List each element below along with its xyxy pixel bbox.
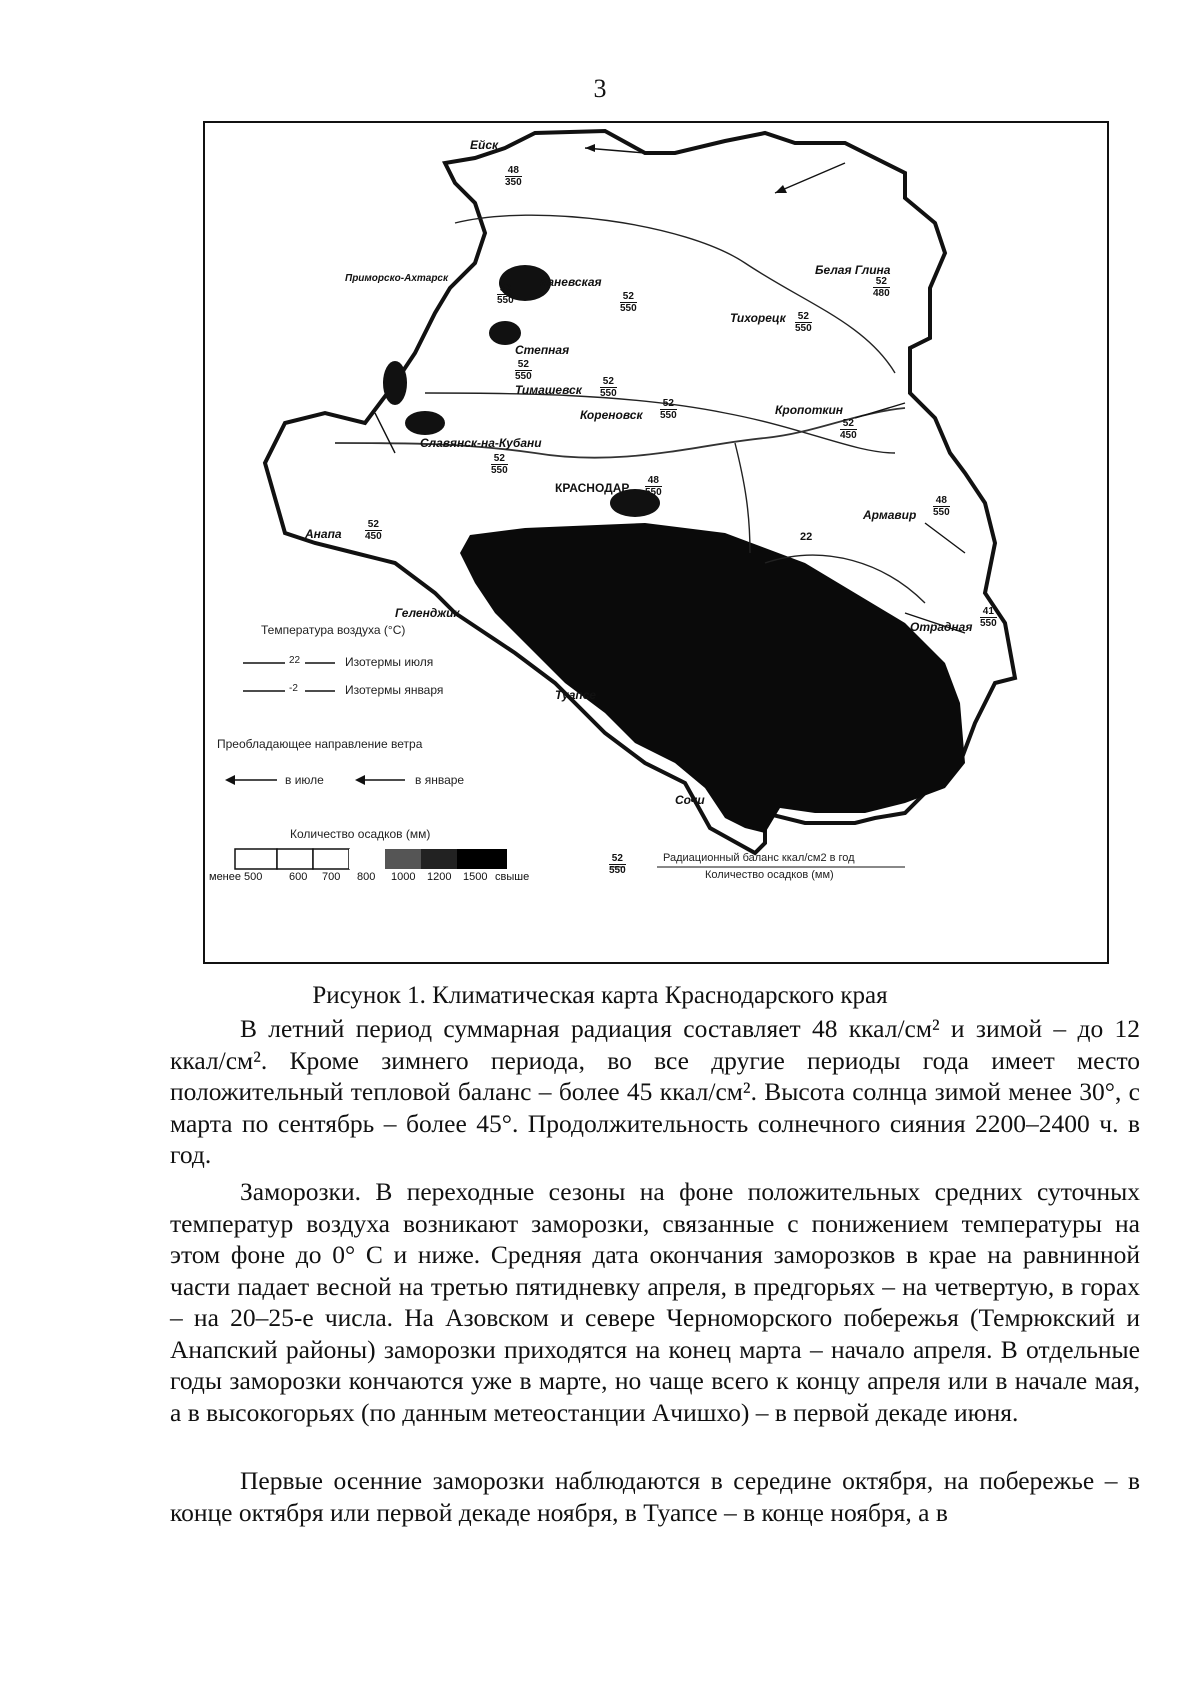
- legend-isotherm-july: Изотермы июля: [345, 655, 434, 669]
- city-label: Отрадная: [910, 620, 973, 634]
- station-value: 48 550: [933, 495, 950, 518]
- station-value: 48 350: [505, 165, 522, 188]
- station-value: 52 450: [840, 418, 857, 441]
- station-value: 48 550: [645, 475, 662, 498]
- legend-temp-title: Температура воздуха (°С): [261, 623, 406, 637]
- legend-isotherm-january: Изотермы января: [345, 683, 444, 697]
- city-label: Туапсе: [555, 688, 597, 702]
- precip-scale-label: 1000: [391, 871, 416, 883]
- legend-wind-january: в январе: [415, 773, 465, 787]
- city-label: Кропоткин: [775, 403, 844, 417]
- station-value: 52 550: [660, 398, 677, 421]
- legend-wind-july: в июле: [285, 773, 324, 787]
- page-number: 3: [593, 74, 607, 103]
- precip-scale-label: 1500: [463, 871, 488, 883]
- city-label: Анапа: [305, 527, 342, 541]
- mountain-precip-zone: [460, 523, 965, 833]
- isotherm-label: 22: [800, 531, 813, 543]
- city-label: Армавир: [863, 508, 917, 522]
- climate-map-figure: [203, 121, 1109, 964]
- city-label: Сочи: [675, 793, 705, 807]
- station-value: 52 550: [620, 291, 637, 314]
- city-label: Белая Глина: [815, 263, 891, 277]
- city-label: Тимашевск: [515, 383, 582, 397]
- city-label: Степная: [515, 343, 570, 357]
- precip-scale-label: 1200: [427, 871, 452, 883]
- city-label: Приморско-Ахтарск: [345, 273, 449, 284]
- paragraph-autumn-frosts: Первые осенние заморозки наблюдаются в середине октября, на побережье – в конце октября или первой декаде ноября, в Туапсе – в конце ноября, а в: [170, 1466, 1140, 1527]
- city-label: Кореновск: [580, 408, 643, 422]
- precip-scale-label: 700: [322, 871, 341, 883]
- station-value: 52 550: [491, 453, 508, 476]
- city-label: Ейск: [470, 138, 499, 152]
- station-value: 52 550: [515, 359, 532, 382]
- paragraph-frosts: Заморозки. В переходные сезоны на фоне положительных средних суточных температур воздуха возникают заморозки, связанные с понижением температуры на этом фоне до 0° С и ниже. Средняя дата окончания заморозков в крае на равнинной части падает весной на третью пятидневку апреля, в предгорьях – на четвертую, в горах – на 20–25-е числа. На Азовском и севере Черноморского побережья (Темрюкский и Анапский районы) заморозки приходятся на конец марта – начало апреля. В отдельные годы заморозки кончаются уже в марте, но чаще всего к концу апреля или в начале мая, а в высокогорьях (по данным метеостанции Ачишхо) – в первой декаде июня.: [170, 1177, 1140, 1427]
- paragraph-radiation: В летний период суммарная радиация составляет 48 ккал/см² и зимой – до 12 ккал/см². Кроме зимнего периода, во все другие периоды года имеет место положительный тепловой баланс – более 45 ккал/см². Высота солнца зимой менее 30°, с марта по сентябрь – более 45°. Продолжительность солнечного сияния 2200–2400 ч. в год.: [170, 1014, 1140, 1169]
- legend-station-sample: 52 550: [609, 853, 626, 876]
- legend-precip-title: Количество осадков (мм): [290, 827, 431, 841]
- station-value: 41 550: [980, 606, 997, 629]
- figure-caption: Рисунок 1. Климатическая карта Краснодарского края: [312, 982, 888, 1009]
- precip-scale-label: свыше: [495, 871, 530, 883]
- legend-radiation-label: Радиационный баланс ккал/см2 в год: [663, 852, 855, 864]
- precip-scale-label: менее 500: [209, 871, 263, 883]
- city-label: Тихорецк: [730, 311, 786, 325]
- station-value: 52 550: [497, 283, 514, 306]
- precip-scale-label: 800: [357, 871, 376, 883]
- legend-wind-title: Преобладающее направление ветра: [217, 737, 423, 751]
- legend-precip-label: Количество осадков (мм): [705, 869, 834, 881]
- station-value: 52 450: [365, 519, 382, 542]
- station-value: 52 550: [795, 311, 812, 334]
- city-label: Геленджик: [395, 606, 460, 620]
- city-label: Каневская: [540, 275, 602, 289]
- station-value: 52 550: [600, 376, 617, 399]
- city-label: КРАСНОДАР: [555, 481, 630, 495]
- station-value: 52 480: [873, 276, 890, 299]
- city-label: Славянск-на-Кубани: [420, 436, 542, 450]
- precip-scale-label: 600: [289, 871, 308, 883]
- legend-isotherm-january-value: -2: [289, 683, 298, 694]
- legend-isotherm-july-value: 22: [289, 655, 301, 666]
